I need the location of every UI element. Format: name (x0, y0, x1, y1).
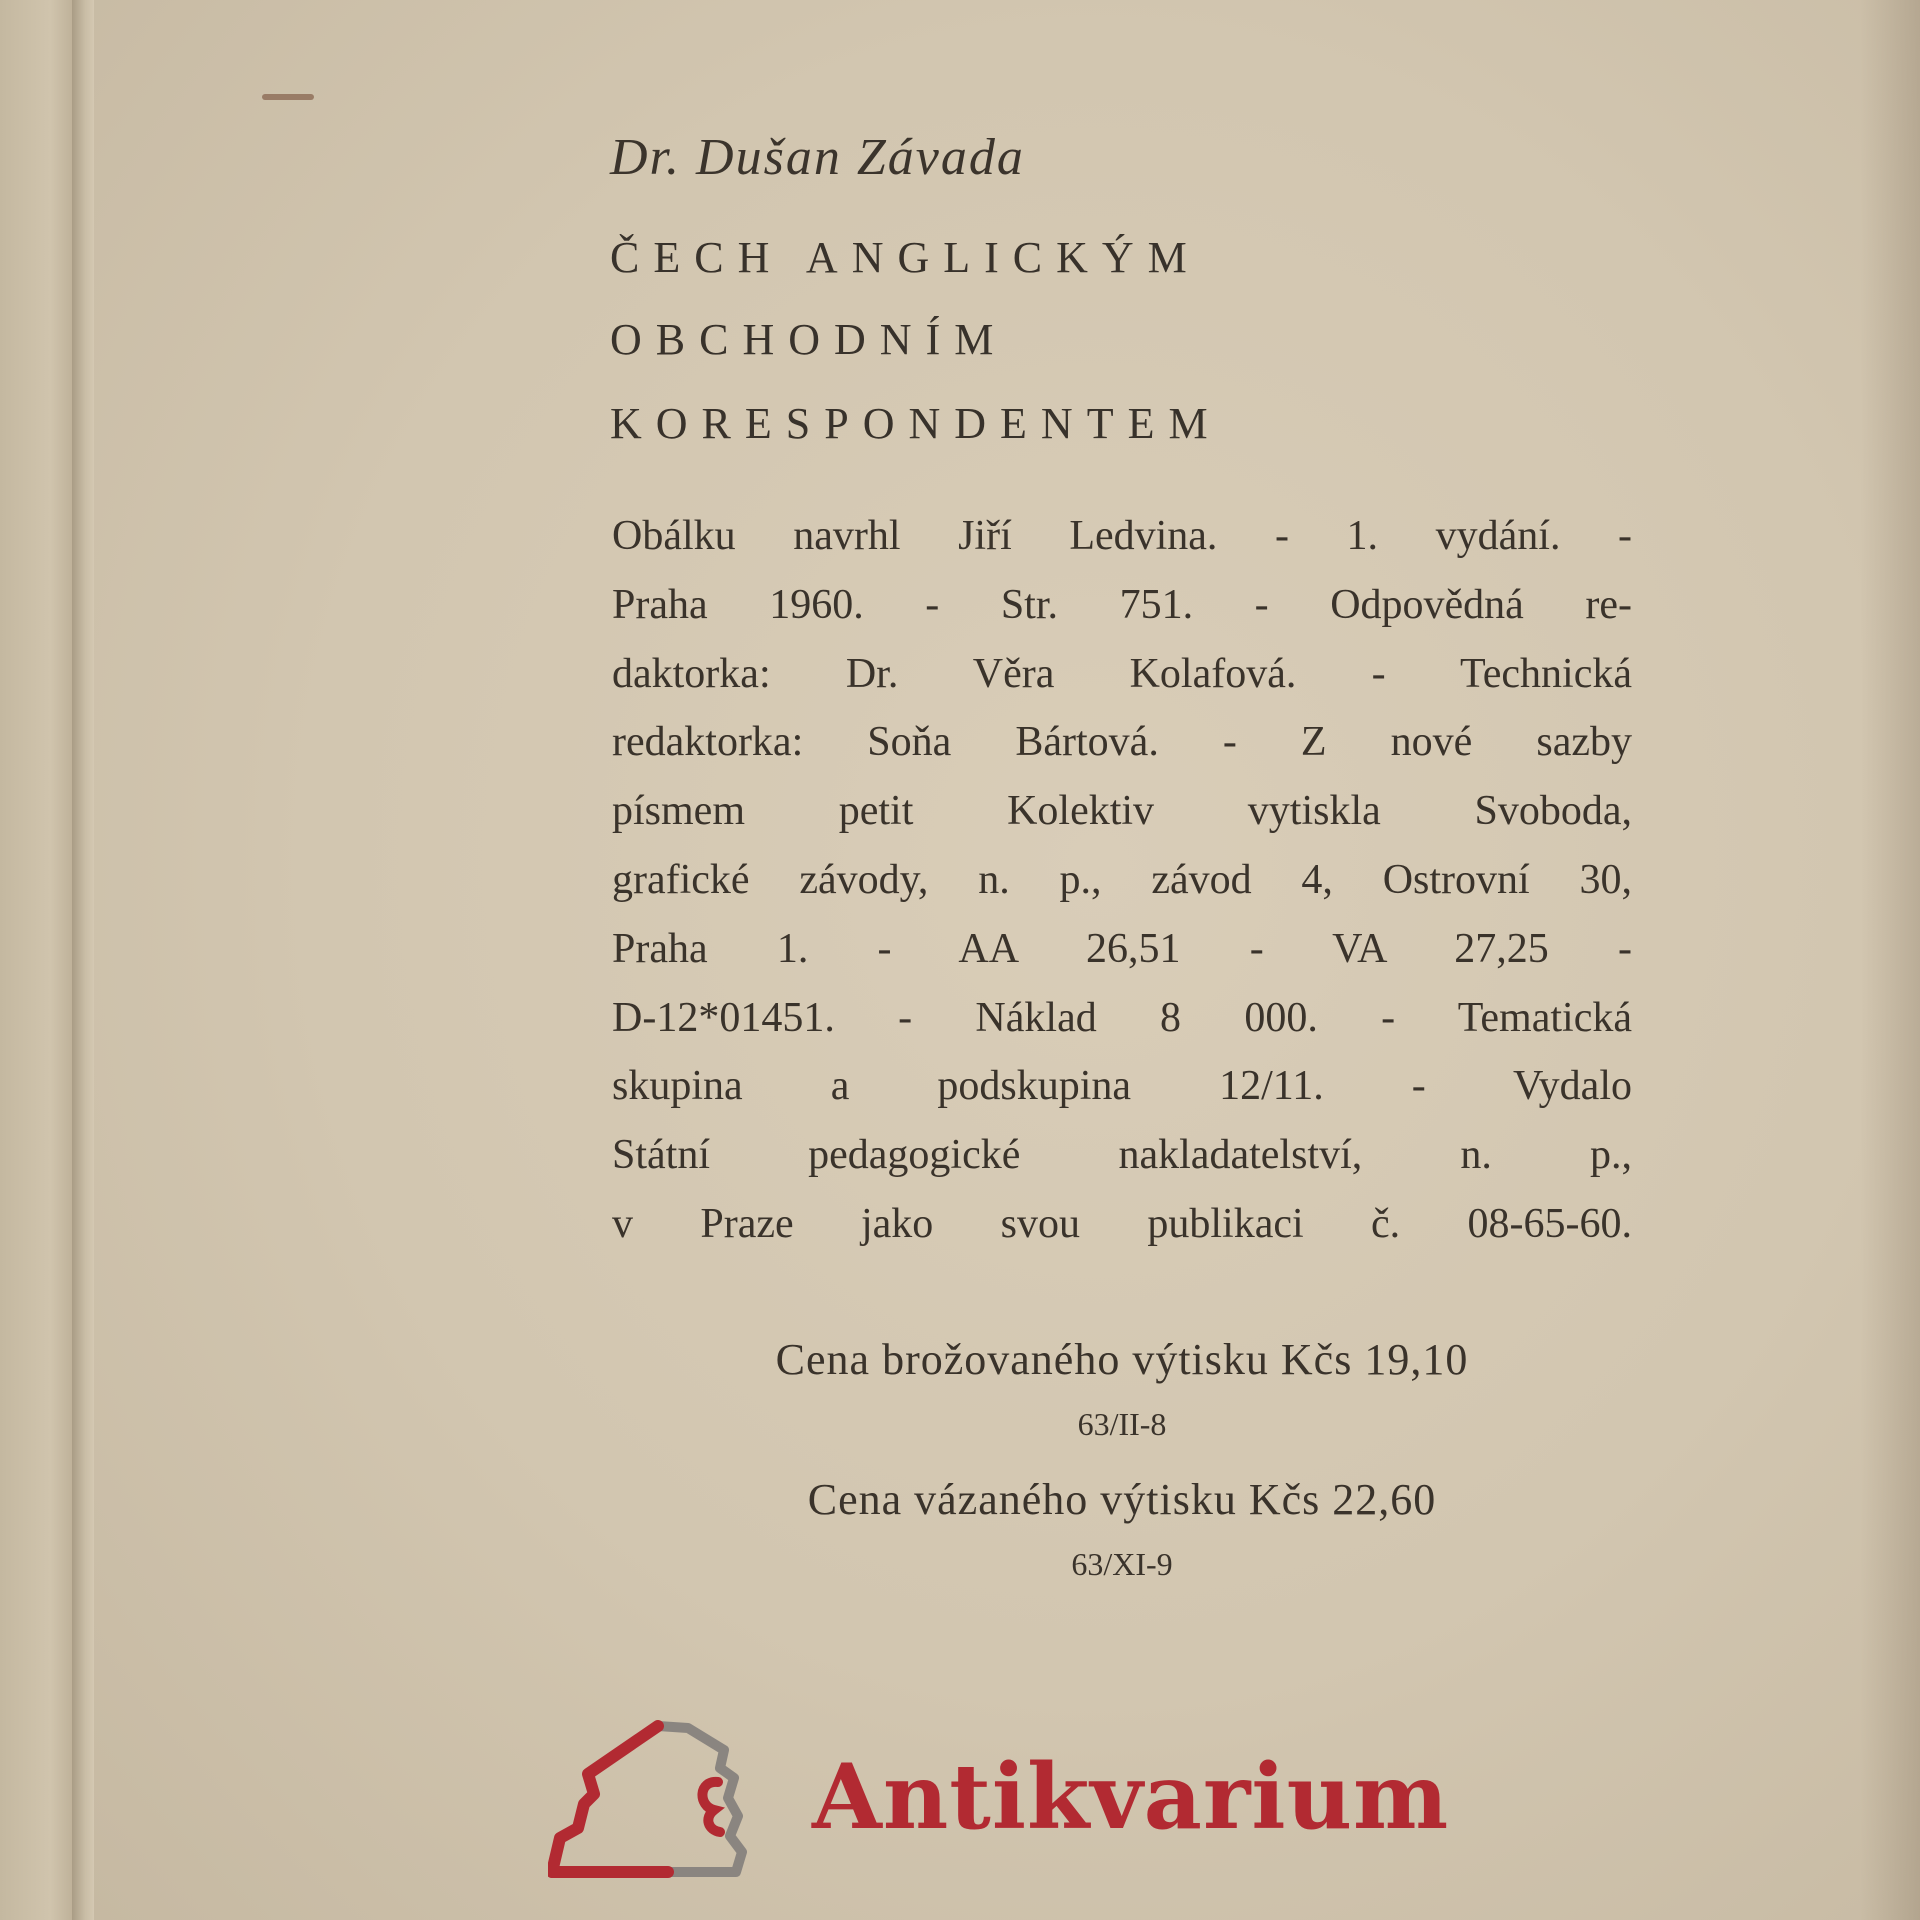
price-code-hardcover: 63/XI-9 (1071, 1546, 1173, 1582)
antikvarium-logo-text: Antikvarium (812, 1744, 1450, 1850)
book-gutter (72, 0, 94, 1920)
antikvarium-building-logo-icon (548, 1720, 778, 1880)
imprint-line: Praha 1960. - Str. 751. - Odpovědná re- (612, 581, 1632, 628)
imprint-paragraph (612, 502, 1632, 1259)
page-right-shadow (1860, 0, 1920, 1920)
price-code-paperback: 63/II-8 (1077, 1406, 1167, 1442)
author-name: Dr. Dušan Závada (610, 129, 1025, 186)
left-page-edge (0, 0, 72, 1920)
imprint-line: skupina a podskupina 12/11. - Vydalo (612, 1063, 1632, 1110)
imprint-line: Obálku navrhl Jiří Ledvina. - 1. vydání. - (612, 513, 1632, 559)
price-paperback: Cena brožovaného výtisku Kčs 19,10 (775, 1335, 1469, 1384)
imprint-line: písmem petit Kolektiv vytiskla Svoboda, (612, 788, 1632, 835)
book-title-line: OBCHODNÍM (610, 315, 1008, 364)
imprint-line: Praha 1. - AA 26,51 - VA 27,25 - (612, 925, 1632, 972)
imprint-line: grafické závody, n. p., závod 4, Ostrovní 30, (612, 856, 1632, 903)
book-title-line: KORESPONDENTEM (610, 399, 1222, 448)
ink-mark (262, 94, 314, 100)
imprint-line: Státní pedagogické nakladatelství, n. p., (612, 1132, 1632, 1179)
imprint-line: D-12*01451. - Náklad 8 000. - Tematická (612, 994, 1632, 1041)
book-title-line: ČECH ANGLICKÝM (610, 233, 1201, 282)
price-hardcover: Cena vázaného výtisku Kčs 22,60 (807, 1475, 1437, 1524)
imprint-line: v Praze jako svou publikaci č. 08-65-60. (612, 1200, 1632, 1247)
antikvarium-watermark (548, 1720, 1450, 1880)
imprint-line: redaktorka: Soňa Bártová. - Z nové sazby (612, 719, 1632, 766)
imprint-line: daktorka: Dr. Věra Kolafová. - Technická (612, 650, 1632, 697)
